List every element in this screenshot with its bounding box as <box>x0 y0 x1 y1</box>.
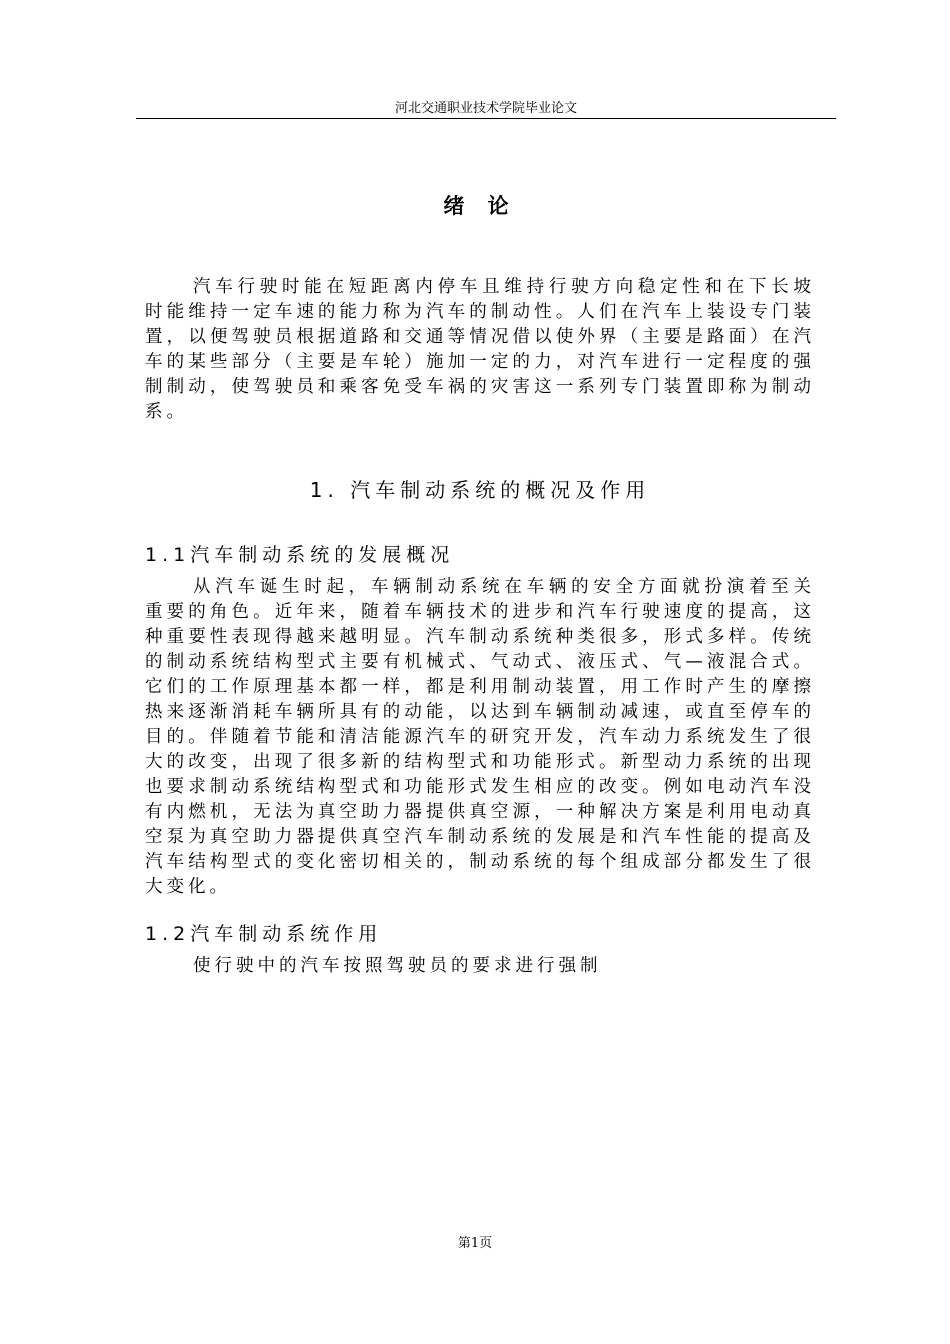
intro-paragraph: 汽车行驶时能在短距离内停车且维持行驶方向稳定性和在下长坡时能维持一定车速的能力称为汽车的制动性。人们在汽车上装设专门装置，以便驾驶员根据道路和交通等情况借以使外界（主要是路面）在汽车的某些部分（主要是车轮）施加一定的力，对汽车进行一定程度的强制制动，使驾驶员和乘客免受车祸的灾害这一系列专门装置即称为制动系。 <box>145 277 815 422</box>
section-heading-1-2: 1.2汽车制动系统作用 <box>145 923 383 945</box>
header-school-title: 河北交通职业技术学院毕业论文 <box>394 101 577 116</box>
page-title: 绪 论 <box>443 194 517 218</box>
section-paragraph-1-2: 使行驶中的汽车按照驾驶员的要求进行强制 <box>193 956 602 976</box>
chapter-heading: 1. 汽车制动系统的概况及作用 <box>309 478 651 502</box>
document-body <box>145 190 815 979</box>
page-header <box>136 102 836 119</box>
page-footer <box>0 1236 950 1252</box>
section-heading-1-1: 1.1汽车制动系统的发展概况 <box>145 544 455 566</box>
section-paragraph-1-1: 从汽车诞生时起，车辆制动系统在车辆的安全方面就扮演着至关重要的角色。近年来，随着车辆技术的进步和汽车行驶速度的提高，这种重要性表现得越来越明显。汽车制动系统种类很多，形式多样。传统的制动系统结构型式主要有机械式、气动式、液压式、气—液混合式。它们的工作原理基本都一样，都是利用制动装置，用工作时产生的摩擦热来逐渐消耗车辆所具有的动能，以达到车辆制动减速，或直至停车的目的。伴随着节能和清洁能源汽车的研究开发，汽车动力系统发生了很大的改变，出现了很多新的结构型式和功能形式。新型动力系统的出现也要求制动系统结构型式和功能形式发生相应的改变。例如电动汽车没有内燃机，无法为真空助力器提供真空源，一种解决方案是利用电动真空泵为真空助力器提供真空汽车制动系统的发展是和汽车性能的提高及汽车结构型式的变化密切相关的，制动系统的每个组成部分都发生了很大变化。 <box>145 577 815 897</box>
page-number: 第1页 <box>457 1236 493 1251</box>
